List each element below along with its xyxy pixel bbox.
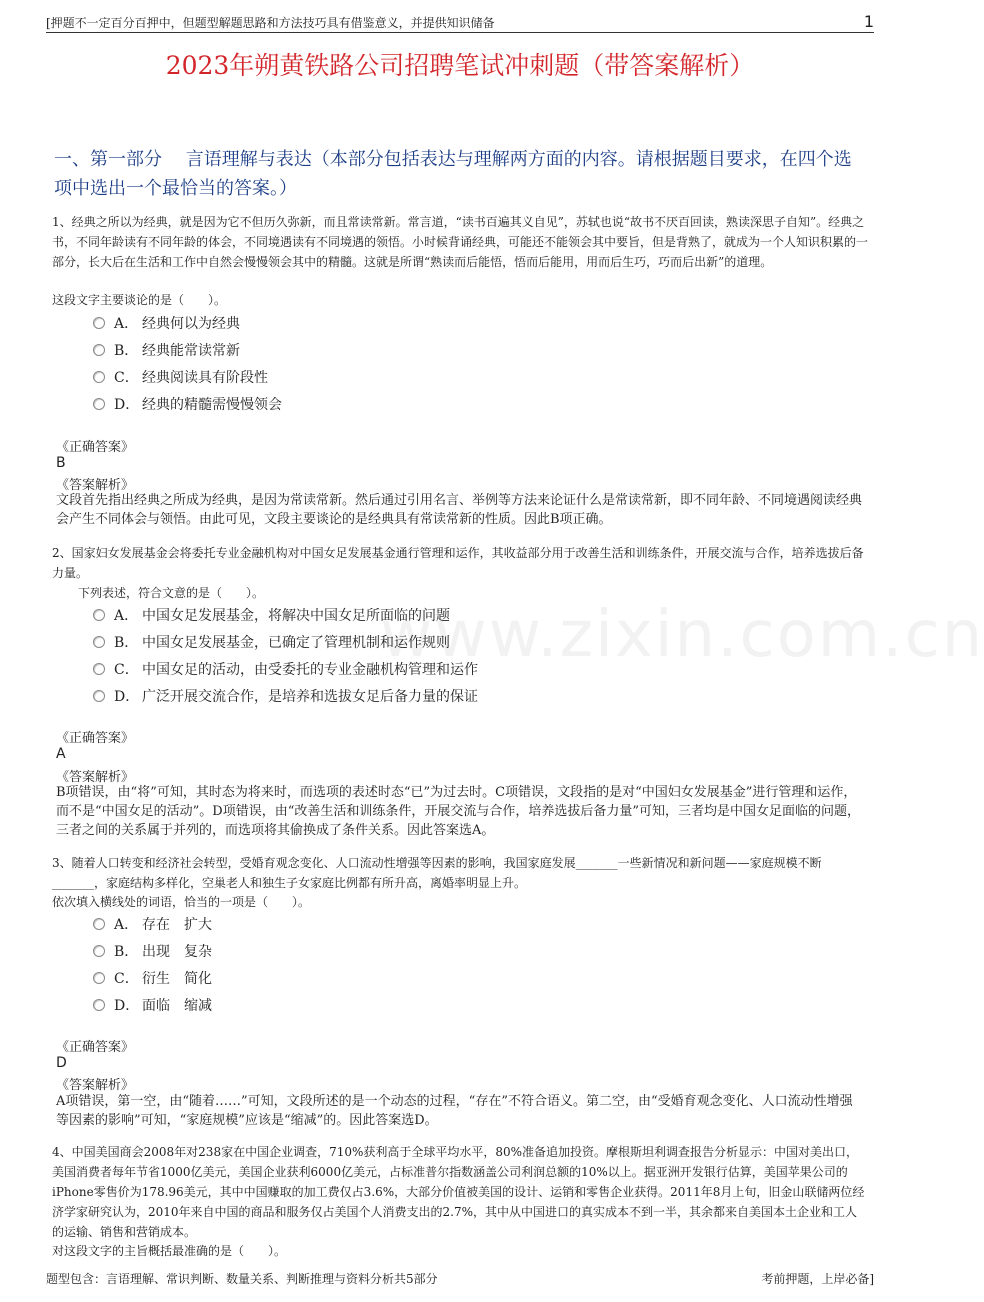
question-1-option-c[interactable]: C． 经典阅读具有阶段性 — [93, 367, 268, 387]
question-1-explanation: 文段首先指出经典之所成为经典，是因为常读常新。然后通过引用名言、举例等方法来论证什么是常读常新，即不同年龄、不同境遇阅读经典会产生不同体会与领悟。由此可见，文段主要谈论的是经典具有常读常新的性质。因此B项正确。 — [56, 493, 863, 527]
question-3-text: 3、随着人口转变和经济社会转型，受婚育观念变化、人口流动性增强等因素的影响，我国家庭发展_______一些新情况和新问题——家庭规模不断_______，家庭结构多样化，空巢老人和独生子女家庭比例都有所升高，离婚率明显上升。 — [52, 856, 822, 890]
analysis-label: 《答案解析》 — [56, 478, 135, 493]
radio-icon[interactable] — [93, 398, 105, 410]
question-2-ask: 下列表述，符合文意的是（ ）。 — [78, 586, 265, 600]
question-1-text: 1、经典之所以为经典，就是因为它不但历久弥新，而且常读常新。常言道，“读书百遍其义自见”，苏轼也说“故书不厌百回读，熟读深思子自知”。经典之书，不同年龄读有不同年龄的体会，不同境遇读有不同境遇的领悟。小时候背诵经典，可能还不能领会其中要旨，但是背熟了，就成为一个人知识积累的一部分，长大后在生活和工作中自然会慢慢领会其中的精髓。这就是所谓“熟读而后能悟，悟而后能用，用而后生巧，巧而后出新”的道理。 — [52, 215, 869, 269]
question-3-option-b[interactable]: B． 出现 复杂 — [93, 941, 212, 961]
analysis-label: 《答案解析》 — [56, 1078, 135, 1093]
question-4-text: 4、中国美国商会2008年对238家在中国企业调查，710%获利高于全球平均水平，80%准备追加投资。摩根斯坦利调查报告分析显示：中国对美出口，美国消费者每年节省1000亿美元，美国企业获利6000亿美元，占标准普尔指数涵盖公司利润总额的10%以上。据亚洲开发银行估算，美国苹果公司的iPhone零售价为178.96美元，其中中国赚取的加工费仅占3.6%，大部分价值被美国的设计、运销和零售企业获得。2011年8月上旬，旧金山联储两位经济学家研究认为，2010年来自中国的商品和服务仅占美国个人消费支出的2.7%，其中从中国进口的真实成本不到一半，其余都来自美国本土企业和工人的运输、销售和营销成本。 — [52, 1145, 865, 1239]
radio-icon[interactable] — [93, 371, 105, 383]
radio-icon[interactable] — [93, 972, 105, 984]
radio-icon[interactable] — [93, 344, 105, 356]
page-number: 1 — [863, 12, 874, 31]
question-2-answer: A — [56, 746, 66, 762]
correct-answer-label: 《正确答案》 — [56, 1040, 135, 1055]
question-1-ask: 这段文字主要谈论的是（ ）。 — [52, 293, 227, 307]
analysis-label: 《答案解析》 — [56, 770, 135, 785]
question-2-option-c[interactable]: C． 中国女足的活动，由受委托的专业金融机构管理和运作 — [93, 659, 478, 679]
question-4-ask: 对这段文字的主旨概括最准确的是（ ）。 — [52, 1244, 287, 1258]
header-note: [押题不一定百分百押中，但题型解题思路和方法技巧具有借鉴意义，并提供知识储备 — [46, 16, 495, 30]
question-1-option-b[interactable]: B． 经典能常读常新 — [93, 340, 240, 360]
question-2-text: 2、国家妇女发展基金会将委托专业金融机构对中国女足发展基金通行管理和运作，其收益部分用于改善生活和训练条件，开展交流与合作，培养选拔后备力量。 — [52, 546, 864, 580]
radio-icon[interactable] — [93, 317, 105, 329]
question-3-option-a[interactable]: A． 存在 扩大 — [93, 914, 212, 934]
radio-icon[interactable] — [93, 918, 105, 930]
question-1-option-a[interactable]: A． 经典何以为经典 — [93, 313, 240, 333]
radio-icon[interactable] — [93, 945, 105, 957]
radio-icon[interactable] — [93, 663, 105, 675]
section-heading: 一、第一部分 言语理解与表达（本部分包括表达与理解两方面的内容。请根据题目要求，在四个选项中选出一个最恰当的答案。） — [54, 149, 852, 199]
radio-icon[interactable] — [93, 999, 105, 1011]
page-header — [46, 12, 874, 33]
footer-right: 考前押题，上岸必备] — [761, 1272, 874, 1286]
question-1-answer: B — [56, 455, 66, 471]
correct-answer-label: 《正确答案》 — [56, 731, 135, 746]
page-title: 2023年朔黄铁路公司招聘笔试冲刺题（带答案解析） — [165, 51, 755, 80]
watermark: www.zixin.com.cn — [380, 598, 984, 672]
question-2-option-a[interactable]: A． 中国女足发展基金，将解决中国女足所面临的问题 — [93, 605, 450, 625]
correct-answer-label: 《正确答案》 — [56, 440, 135, 455]
radio-icon[interactable] — [93, 609, 105, 621]
question-3-answer: D — [56, 1055, 67, 1071]
question-3-option-c[interactable]: C． 衍生 简化 — [93, 968, 212, 988]
radio-icon[interactable] — [93, 636, 105, 648]
question-2-option-d[interactable]: D． 广泛开展交流合作，是培养和选拔女足后备力量的保证 — [93, 686, 478, 706]
footer-left: 题型包含：言语理解、常识判断、数量关系、判断推理与资料分析共5部分 — [46, 1272, 438, 1286]
question-3-explanation: A项错误，第一空，由“随着……”可知，文段所述的是一个动态的过程，“存在”不符合语义。第二空，由“受婚育观念变化、人口流动性增强等因素的影响”可知，“家庭规模”应该是“缩减”的。因此答案选D。 — [56, 1094, 853, 1128]
question-1-option-d[interactable]: D． 经典的精髓需慢慢领会 — [93, 394, 282, 414]
question-3-option-d[interactable]: D． 面临 缩减 — [93, 995, 212, 1015]
question-2-option-b[interactable]: B． 中国女足发展基金，已确定了管理机制和运作规则 — [93, 632, 450, 652]
radio-icon[interactable] — [93, 690, 105, 702]
question-2-explanation: B项错误，由“将”可知，其时态为将来时，而选项的表述时态“已”为过去时。C项错误，文段指的是对“中国妇女发展基金”进行管理和运作，而不是“中国女足的活动”。D项错误，由“改善生活和训练条件，开展交流与合作，培养选拔后备力量”可知，三者均是中国女足面临的问题，三者之间的关系属于并列的，而选项将其偷换成了条件关系。因此答案选A。 — [56, 785, 861, 838]
question-3-ask: 依次填入横线处的词语，恰当的一项是（ ）。 — [52, 895, 311, 909]
page-footer — [46, 1268, 874, 1288]
